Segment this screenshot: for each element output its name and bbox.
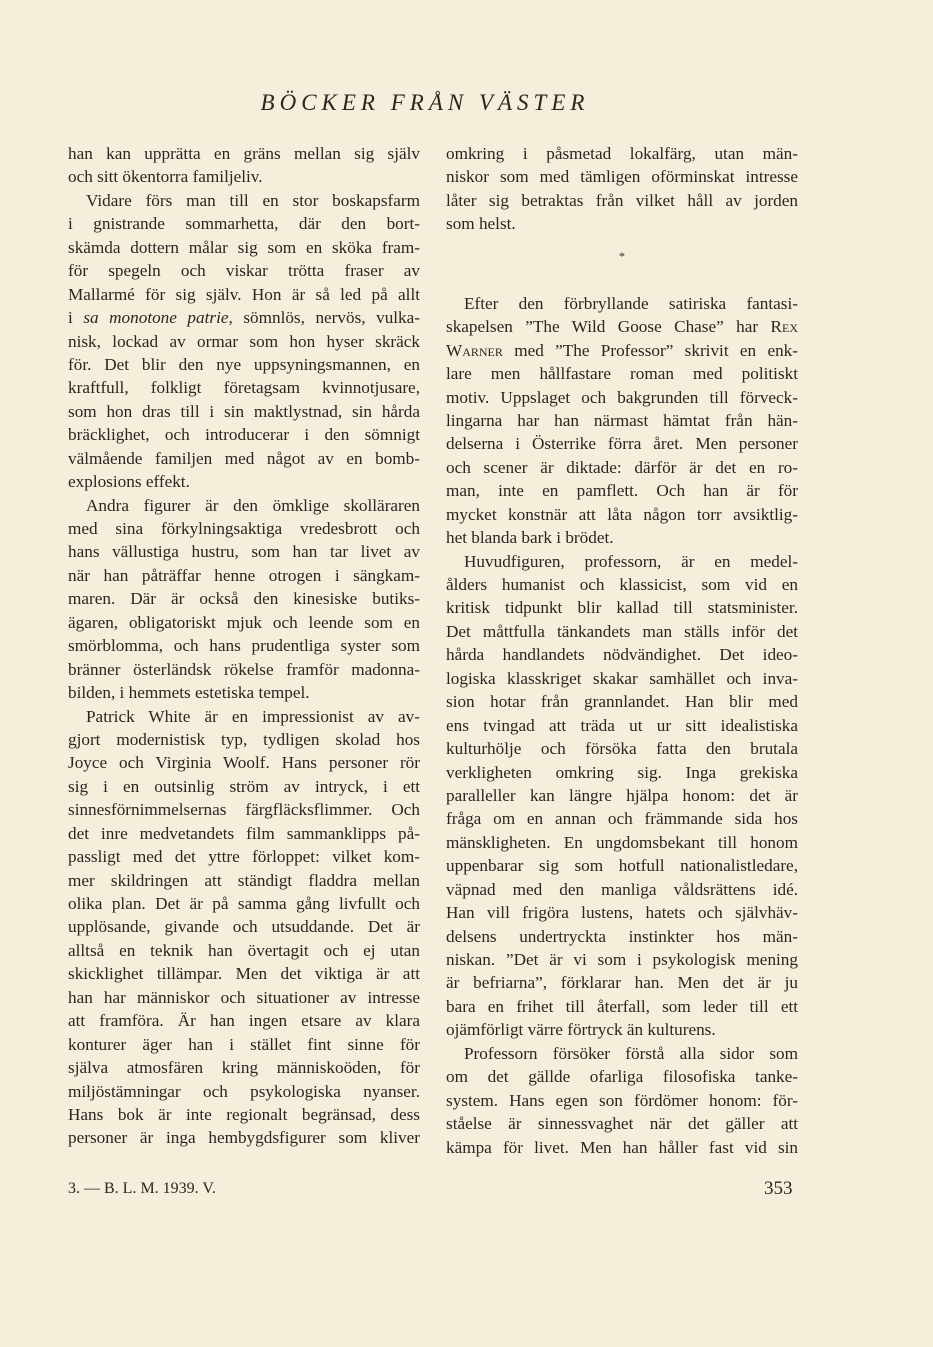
text-line: och sitt ökentorra familjeliv. bbox=[68, 167, 263, 187]
text-line: att framföra. Är han ingen etsare av klara bbox=[68, 1011, 420, 1031]
text-line: ålders humanist och klassicist, som vid en bbox=[446, 575, 798, 594]
text-line: bräcklighet, och introducerar i den sömnigt bbox=[68, 425, 420, 445]
text-line: alltså en teknik han övertagit och ej utan bbox=[68, 940, 420, 960]
text-line: kraftfull, folkligt företagsam kvinnotjusare, bbox=[68, 378, 420, 398]
text-line: skicklighet tillämpar. Men det viktiga är att bbox=[68, 964, 420, 984]
text-line: ojämförligt värre förtryck än kulturens. bbox=[446, 1020, 716, 1040]
text-line: bara en frihet till återfall, som leder till ett bbox=[446, 996, 798, 1016]
section-gap bbox=[446, 272, 798, 292]
author-name: Warner bbox=[446, 340, 503, 360]
text-line: välmående familjen med något av en bomb- bbox=[68, 448, 420, 468]
text-line: för. Det blir den nye uppsyningsmannen, en bbox=[68, 354, 420, 374]
text-line: mer skildringen att ständigt fladdra mellan bbox=[68, 870, 420, 890]
text-line: Huvudfiguren, professorn, är en medel- bbox=[464, 551, 798, 571]
text-line: Hans bok är inte regionalt begränsad, dess bbox=[68, 1104, 420, 1124]
text-line: miljöstämningar och psykologiska nyanser. bbox=[68, 1081, 420, 1101]
section-divider-asterisk: * bbox=[619, 248, 625, 263]
text-line: lare men hållfastare roman med politiskt bbox=[446, 364, 798, 384]
text-line bbox=[446, 339, 798, 362]
text-line: kulturhölje och försöka fatta den brutala bbox=[446, 739, 798, 759]
text-line: det inre medvetandets film sammanklipps på- bbox=[68, 823, 420, 843]
text-span: med ”The Professor” skrivit en enk- bbox=[502, 340, 798, 360]
author-name: Rex bbox=[770, 317, 798, 337]
text-line: sinnesförnimmelsernas färgfläcksflimmer. Och bbox=[68, 800, 420, 820]
text-line: med sina förkylningsaktiga vredesbrott och bbox=[68, 519, 420, 538]
text-line: är befriarna”, förklarar han. Men det är ju bbox=[446, 973, 798, 993]
text-span: i bbox=[68, 308, 84, 328]
text-line: bränner österländsk rökelse framför madonna- bbox=[68, 659, 420, 679]
text-line: sion hotar från grannlandet. Han blir med bbox=[446, 692, 798, 712]
text-line: i gnistrande sommarhetta, där den bort- bbox=[68, 214, 420, 234]
text-span: , sömnlös, nervös, vulka- bbox=[228, 308, 421, 328]
text-line: olika plan. Det är på samma gång livfullt och bbox=[68, 894, 420, 913]
text-line: fråga om en annan och främmande sida hos bbox=[446, 809, 798, 829]
signature-mark: 3. — B. L. M. 1939. V. bbox=[68, 1180, 216, 1197]
text-line: konturer äger han i stället fint sinne för bbox=[68, 1034, 420, 1054]
text-line bbox=[68, 306, 420, 329]
text-line: passligt med det yttre förloppet: vilket kom- bbox=[68, 847, 420, 867]
text-line: niskor som med tämligen oförminskat intresse bbox=[446, 167, 798, 187]
text-line: han kan upprätta en gräns mellan sig själv bbox=[68, 144, 420, 163]
text-line: sig i en outsinlig ström av intryck, i ett bbox=[68, 776, 420, 796]
text-line: kämpa för livet. Men han håller fast vid sin bbox=[446, 1137, 798, 1157]
text-line: motiv. Uppslaget och bakgrunden till förveck- bbox=[446, 387, 798, 407]
text-line: Joyce och Virginia Woolf. Hans personer rör bbox=[68, 753, 420, 773]
text-line: paralleller kan längre hjälpa honom: det är bbox=[446, 785, 798, 805]
text-line: upplösande, givande och utsuddande. Det är bbox=[68, 917, 420, 937]
text-line: han har människor och situationer av intresse bbox=[68, 987, 420, 1007]
text-line: kritisk tidpunkt blir kallad till statsminister. bbox=[446, 598, 798, 618]
text-line: explosions effekt. bbox=[68, 472, 190, 492]
text-line: om det gällde ofarliga filosofiska tanke- bbox=[446, 1067, 798, 1087]
text-line: omkring i påsmetad lokalfärg, utan män- bbox=[446, 144, 798, 163]
text-line: väpnad med den manliga våldsrättens idé. bbox=[446, 879, 798, 899]
text-span: skapelsen ”The Wild Goose Chase” har bbox=[446, 317, 771, 337]
text-line: ståelse är sinnessvaghet när det gäller att bbox=[446, 1114, 798, 1134]
text-line: bilden, i hemmets estetiska tempel. bbox=[68, 683, 310, 703]
text-line: delserna i Österrike förra året. Men personer bbox=[446, 434, 798, 454]
text-line bbox=[446, 315, 798, 338]
text-line: själva atmosfären kring människoöden, för bbox=[68, 1058, 420, 1078]
text-line: delsens undertryckta instinkter hos män- bbox=[446, 926, 798, 946]
text-line: Vidare förs man till en stor boskapsfarm bbox=[86, 190, 420, 210]
text-line: niskan. ”Det är vi som i psykologisk mening bbox=[446, 950, 798, 969]
text-line: nisk, lockad av ormar som hon hyser skräck bbox=[68, 331, 420, 351]
text-line: system. Hans egen son fördömer honom: för- bbox=[446, 1090, 798, 1110]
text-line: maren. Där är också den kinesiske butiks- bbox=[68, 589, 420, 609]
text-line: för spegeln och viskar trötta fraser av bbox=[68, 261, 420, 281]
text-column-left bbox=[68, 142, 420, 1150]
text-line: Patrick White är en impressionist av av- bbox=[86, 706, 420, 726]
text-line: när han påträffar henne otrogen i sängkam- bbox=[68, 565, 420, 585]
italic-phrase: sa monotone patrie bbox=[83, 308, 229, 328]
text-line: som hon dras till i sin maktlystnad, sin hårda bbox=[68, 401, 420, 421]
text-line: Det måttfulla tänkandets man ställs inför det bbox=[446, 621, 798, 641]
text-line: het blanda bark i brödet. bbox=[446, 528, 614, 548]
text-line: mycket konstnär att låta någon torr avsiktlig- bbox=[446, 504, 798, 524]
text-line: skämda dottern målar sig som en sköka fram- bbox=[68, 237, 420, 257]
text-line: ens tvingad att träda ut ur sitt idealistiska bbox=[446, 715, 798, 735]
text-column-right bbox=[446, 142, 798, 1159]
text-line: logiska klasskriget skakar samhället och inva- bbox=[446, 668, 798, 688]
text-line: lingarna har han närmast hämtat från hän- bbox=[446, 410, 798, 430]
text-line: personer är inga hembygdsfigurer som kliver bbox=[68, 1128, 420, 1148]
text-line: uppenbarar sig som hotfull nationalistledare, bbox=[446, 856, 798, 876]
text-line: Efter den förbryllande satiriska fantasi- bbox=[464, 293, 798, 313]
text-line: Andra figurer är den ömklige skolläraren bbox=[86, 495, 420, 515]
text-line: verkligheten omkring sig. Inga grekiska bbox=[446, 762, 798, 782]
text-line: och scener är diktade: därför är det en ro- bbox=[446, 457, 798, 477]
text-line: som helst. bbox=[446, 214, 516, 234]
running-header: BÖCKER FRÅN VÄSTER bbox=[260, 90, 590, 115]
text-line: hårda handlandets nödvändighet. Det ideo- bbox=[446, 645, 798, 665]
text-line: ägaren, obligatoriskt mjuk och leende som en bbox=[68, 612, 420, 632]
text-line: mänskligheten. En ungdomsbekant till honom bbox=[446, 832, 798, 852]
text-line: hans vällustiga hustru, som han tar livet av bbox=[68, 542, 420, 562]
text-line: man, inte en pamflett. Och han är för bbox=[446, 481, 798, 501]
text-line: låter sig betraktas från vilket håll av jorden bbox=[446, 190, 798, 210]
text-line: Professorn försöker förstå alla sidor som bbox=[464, 1043, 798, 1063]
text-line: gjort modernistisk typ, tydligen skolad hos bbox=[68, 729, 420, 749]
page-number: 353 bbox=[764, 1178, 793, 1199]
text-line: Mallarmé för sig själv. Hon är så led på allt bbox=[68, 284, 420, 304]
text-line: Han vill frigöra lustens, hatets och självhäv- bbox=[446, 903, 798, 923]
text-line: smörblomma, och hans prudentliga syster som bbox=[68, 636, 420, 656]
